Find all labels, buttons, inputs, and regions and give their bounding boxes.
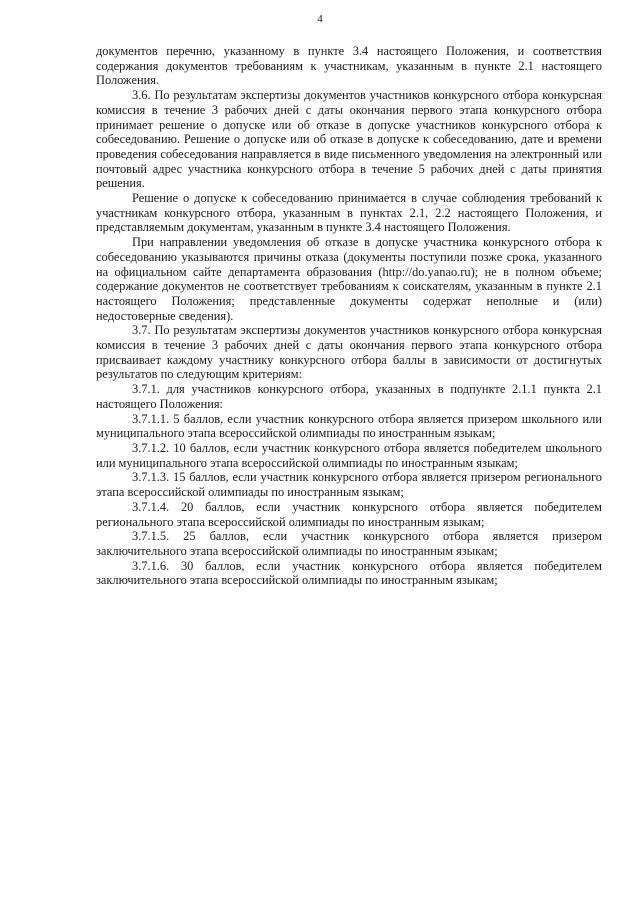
paragraph-3-7-1: 3.7.1. для участников конкурсного отбора, указанных в подпункте 2.1.1 пункта 2.1 настоящего Положения: — [96, 382, 602, 411]
paragraph: Решение о допуске к собеседованию принимается в случае соблюдения требований к участникам конкурсного отбора, указанным в пунктах 2.1, 2.2 настоящего Положения, и представляемым документам, указанным в пункте 3.4 настоящего Положения. — [96, 191, 602, 235]
paragraph: документов перечню, указанному в пункте 3.4 настоящего Положения, и соответствия содержания документов требованиям к участникам, указанным в пункте 2.1 настоящего Положения. — [96, 44, 602, 88]
page-number: 4 — [317, 13, 323, 25]
paragraph-3-7-1-5: 3.7.1.5. 25 баллов, если участник конкурсного отбора является призером заключительного этапа всероссийской олимпиады по иностранным языкам; — [96, 529, 602, 558]
paragraph: При направлении уведомления об отказе в допуске участника конкурсного отбора к собеседованию указываются причины отказа (документы поступили позже срока, указанного на официальном сайте департамента образования (http://do.yanao.ru); не в полном объеме; содержание документов не соответствует требованиям к соискателям, указанным в пункте 2.1 настоящего Положения; представленные документы содержат неполные и (или) недостоверные сведения). — [96, 235, 602, 323]
paragraph-3-7-1-1: 3.7.1.1. 5 баллов, если участник конкурсного отбора является призером школьного или муниципального этапа всероссийской олимпиады по иностранным языкам; — [96, 411, 602, 441]
paragraph-3-6: 3.6. По результатам экспертизы документов участников конкурсного отбора конкурсная комиссия в течение 3 рабочих дней с даты окончания первого этапа конкурсного отбора принимает решение о допуске или об отказе в допуске участников конкурсного отбора к собеседованию. Решение о допуске или об отказе в допуске к собеседованию, дате и времени проведения собеседования направляется в виде письменного уведомления на электронный или почтовый адрес участника конкурсного отбора в течение 5 рабочих дней с даты принятия решения. — [96, 88, 602, 191]
document-body — [96, 44, 602, 588]
paragraph-3-7-1-4: 3.7.1.4. 20 баллов, если участник конкурсного отбора является победителем регионального этапа всероссийской олимпиады по иностранным языкам; — [96, 499, 602, 529]
paragraph-3-7-1-3: 3.7.1.3. 15 баллов, если участник конкурсного отбора является призером регионального этапа всероссийской олимпиады по иностранным языкам; — [96, 470, 602, 500]
paragraph-3-7-1-6: 3.7.1.6. 30 баллов, если участник конкурсного отбора является победителем заключительного этапа всероссийской олимпиады по иностранным языкам; — [96, 558, 602, 588]
paragraph-3-7-1-2: 3.7.1.2. 10 баллов, если участник конкурсного отбора является победителем школьного или муниципального этапа всероссийской олимпиады по иностранным языкам; — [96, 440, 602, 470]
paragraph-3-7: 3.7. По результатам экспертизы документов участников конкурсного отбора конкурсная комиссия в течение 3 рабочих дней с даты окончания первого этапа конкурсного отбора присваивает каждому участнику конкурсного отбора баллы в зависимости от достигнутых результатов по следующим критериям: — [96, 323, 602, 382]
